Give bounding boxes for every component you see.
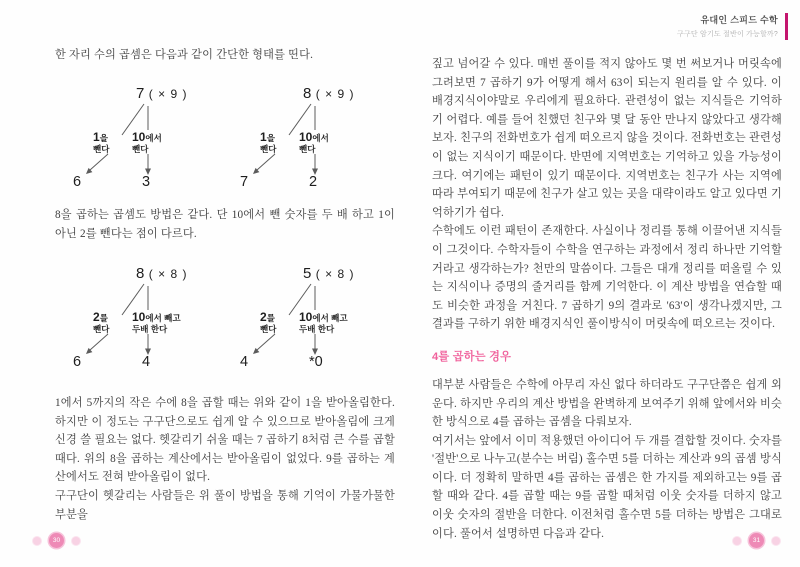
diagram-result-right: *0 xyxy=(309,354,323,370)
diagram-multiplicand: 5 xyxy=(303,265,312,282)
body-paragraph: 대부분 사람들은 수학에 아무리 자신 없다 하더라도 구구단쯤은 쉽게 외운다. 하지만 우리의 계산 방법을 완벽하게 보여주기 위해 앞에서와 비슷한 방식으로 4를 곱하는 곱셈을 다뤄보자. xyxy=(432,378,782,429)
diagram-multiplier: ( × 9 ) xyxy=(148,87,188,101)
diagram-result-left: 6 xyxy=(73,354,82,370)
multiplication-diagram-8x8 xyxy=(70,265,220,380)
right-page-number-ornament xyxy=(733,533,780,548)
diagram-operand xyxy=(136,265,187,283)
right-page xyxy=(400,0,800,567)
diagram-right-rule: 10에서 뺀다 xyxy=(299,130,329,154)
diagram-right-rule: 10에서 뺀다 xyxy=(132,130,162,154)
diagram-result-left: 4 xyxy=(240,354,249,370)
diagram-result-right: 2 xyxy=(309,174,318,190)
body-paragraph: 짚고 넘어갈 수 있다. 매번 풀이를 적지 않아도 몇 번 써보거나 머릿속에 그려보면 7 곱하기 9가 어떻게 해서 63이 되는지 원리를 알 수 있다. 이 배경지식이야말로 우리에게 필요하다. 관련성이 없는 지식들은 기억하기 어렵다. 예를 들어 친했던 친구와 몇 달 동안 만나지 않았다고 생각해보자. 친구의 전화번호가 쉽게 떠오르지 않을 것이다. 전화번호는 관련성이 없는 지식이기 때문이다. 반면에 지역번호는 기억하고 있을 가능성이 크다. 여기에는 패턴이 있기 때문이다. 지역번호는 친구가 사는 지역에 따라 부여되기 때문에 친구가 살고 있는 곳을 대략이라도 알고 있다면 기억하기가 쉽다. xyxy=(432,58,782,219)
diagram-result-left: 7 xyxy=(240,174,249,190)
diagram-operand xyxy=(136,85,187,103)
page-number-badge: 30 xyxy=(49,533,64,548)
header-accent-bar xyxy=(785,13,788,40)
multiplication-diagram-8x9 xyxy=(237,85,387,200)
diagram-left-rule: 1을 뺀다 xyxy=(93,130,110,154)
left-bottom-paragraph-continued: 구구단이 헷갈리는 사람들은 위 풀이 방법을 통해 기억이 가물가물한 부분을 xyxy=(55,489,395,521)
diagram-operand xyxy=(303,265,354,283)
flower-icon xyxy=(733,537,741,545)
diagram-right-rule: 10에서 빼고 두배 한다 xyxy=(299,310,348,334)
diagram-result-left: 6 xyxy=(73,174,82,190)
multiplication-diagram-7x9 xyxy=(70,85,220,200)
page-number-badge: 31 xyxy=(749,533,764,548)
body-paragraph: 수학에도 이런 패턴이 존재한다. 사실이나 정리를 통해 이끌어낸 지식들이 그것이다. 수학자들이 수학을 연구하는 과정에서 정리 하나만 기억할 거라고 생각하는가? 천만의 말씀이다. 그들은 대개 정리를 떠올릴 수 있는 지식이나 증명의 줄거리를 함께 기억한다. 이 계산 방법을 연습할 때도 비슷한 과정을 거친다. 7 곱하기 9의 결과로 '63'이 생각나겠지만, 그 결과를 구하기 위한 배경지식인 풀이방식이 머릿속에 떠오르는 것이다. xyxy=(432,225,782,331)
left-bottom-paragraph: 1에서 5까지의 작은 수에 8을 곱할 때는 위와 같이 1을 받아올림한다. 하지만 이 정도는 구구단으로도 쉽게 알 수 있으므로 받아올림에 크게 신경 쓸 필요는 없다. 헷갈리기 쉬울 때는 7 곱하기 8처럼 큰 수를 곱할 때다. 위의 8을 곱하는 계산에서는 받아올림이 없었다. 9를 곱하는 계산에서도 전혀 받아올림이 없다. xyxy=(55,397,395,484)
diagram-left-rule: 2를 뺀다 xyxy=(260,310,277,334)
diagram-left-rule: 1을 뺀다 xyxy=(260,130,277,154)
left-middle-paragraph: 8을 곱하는 곱셈도 방법은 같다. 단 10에서 뺀 숫자를 두 배 하고 1이 아닌 2를 뺀다는 점이 다르다. xyxy=(55,209,395,240)
section-heading: 4를 곱하는 경우 xyxy=(432,350,512,363)
book-title: 유대인 스피드 수학 xyxy=(700,15,778,25)
diagram-multiplicand: 8 xyxy=(303,85,312,102)
left-intro-paragraph: 한 자리 수의 곱셈은 다음과 같이 간단한 형태를 띤다. xyxy=(55,49,314,61)
flower-icon xyxy=(772,537,780,545)
diagram-multiplicand: 8 xyxy=(136,265,145,282)
diagram-multiplier: ( × 8 ) xyxy=(315,267,355,281)
diagram-multiplier: ( × 8 ) xyxy=(148,267,188,281)
diagram-right-rule: 10에서 빼고 두배 한다 xyxy=(132,310,181,334)
flower-icon xyxy=(33,537,41,545)
diagram-result-right: 4 xyxy=(142,354,151,370)
flower-icon xyxy=(72,537,80,545)
multiplication-diagram-5x8 xyxy=(237,265,387,380)
diagram-result-right: 3 xyxy=(142,174,151,190)
diagram-operand xyxy=(303,85,354,103)
diagram-multiplicand: 7 xyxy=(136,85,145,102)
diagram-left-rule: 2를 뺀다 xyxy=(93,310,110,334)
running-header xyxy=(677,13,778,39)
left-page-number-ornament xyxy=(33,533,80,548)
body-paragraph: 여기서는 앞에서 이미 적용했던 아이디어 두 개를 결합할 것이다. 숫자를 '절반'으로 나누고(분수는 버림) 홀수면 5를 더하는 계산과 9의 곱셈 방식이다. 더 정확히 말하면 4를 곱하는 곱셈은 한 가지를 제외하고는 9를 곱할 때와 같다. 4를 곱할 때는 9를 곱할 때처럼 이웃 숫자를 더하지 않고 이웃 숫자의 절반을 더한다. 이전처럼 홀수면 5를 더하는 방법은 그대로이다. 풀어서 설명하면 다음과 같다. xyxy=(432,434,782,540)
diagram-multiplier: ( × 9 ) xyxy=(315,87,355,101)
chapter-subtitle: 구구단 암기도 절반이 가능할까? xyxy=(676,31,778,38)
